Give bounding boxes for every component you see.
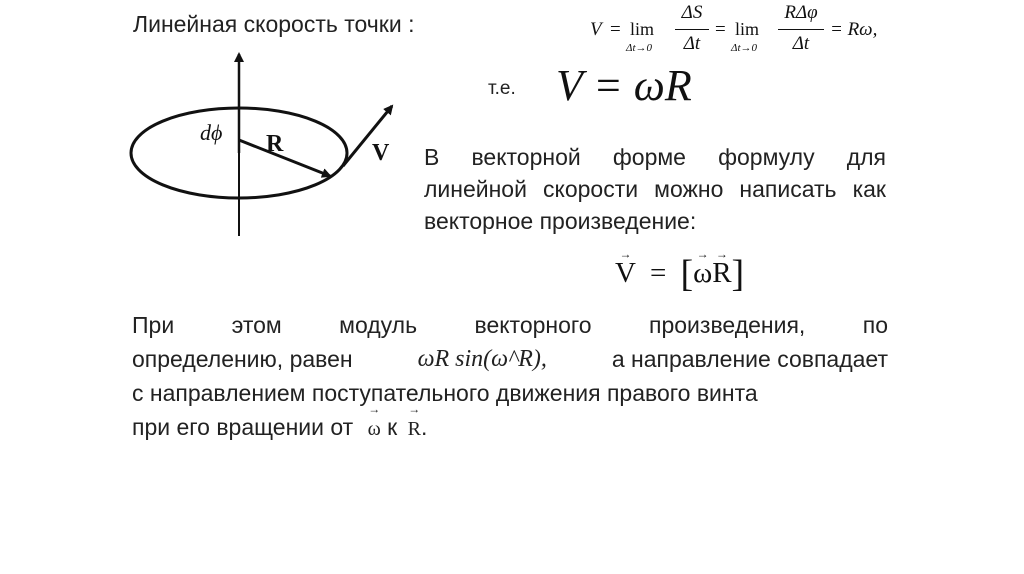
formula-num-1: ΔS: [681, 2, 703, 23]
para-2-line-4: [132, 402, 888, 446]
modulus-paragraph: [132, 308, 888, 446]
velocity-label: V: [372, 140, 390, 166]
formula-v: V: [590, 19, 602, 40]
formula-lim-sub-2: Δt→0: [731, 42, 758, 54]
formula-den-1: Δt: [683, 33, 701, 54]
formula-eq: =: [610, 19, 621, 40]
line-3-text: с направлением поступательного движения правого винта: [132, 380, 758, 406]
formula-bar-2: [778, 29, 824, 30]
formula-lim-1: lim: [630, 19, 655, 39]
line-2-text-end: а направление совпадает: [611, 346, 888, 372]
radius-vector: [239, 140, 330, 176]
line-4-period: .: [420, 414, 428, 440]
cross-product-formula: [615, 247, 745, 296]
word: векторного: [474, 312, 592, 338]
vector-arrow-icon: →: [619, 247, 632, 261]
vector-form-paragraph: В векторной форме формулу для линейной скорости можно написать как векторное произведение:: [424, 144, 886, 234]
limit-formula: [590, 2, 890, 60]
right-bracket-icon: ]: [731, 253, 745, 295]
para-2-line-1: [132, 308, 888, 342]
formula-lim-2: lim: [735, 19, 760, 39]
para-2-line-3: [132, 376, 888, 410]
line-2-text: определению, равен: [132, 346, 353, 372]
word: по: [862, 312, 888, 338]
formula-den-2: Δt: [792, 33, 810, 54]
formula-lim-sub-1: Δt→0: [626, 42, 653, 54]
word: модуль: [339, 312, 418, 338]
vector-arrow-icon: →: [715, 247, 728, 261]
angle-label: dϕ: [200, 120, 223, 145]
line-4-to: к: [387, 414, 398, 440]
word: произведения,: [649, 312, 806, 338]
that-is-label: т.е.: [488, 78, 516, 99]
vector-omega-inline: → ω: [367, 402, 381, 440]
formula-num-2: RΔφ: [784, 2, 818, 23]
vector-omega: → ω: [693, 247, 713, 289]
formula-tail: = Rω,: [830, 19, 878, 40]
line-4-text: при его вращении от: [132, 414, 354, 440]
vector-r-inline: → R: [407, 402, 421, 440]
formula-eq-2: =: [715, 19, 726, 40]
vector-arrow-icon: →: [368, 402, 381, 416]
modulus-expression: ωR sin(ω^R),: [417, 346, 547, 372]
vector-arrow-icon: →: [696, 247, 709, 261]
velocity-formula: V = ωR: [556, 61, 692, 110]
radius-label: R: [266, 131, 284, 157]
vector-r: → R: [712, 247, 732, 289]
word: При: [132, 312, 175, 338]
para-2-line-2: [132, 342, 888, 376]
slide-heading: Линейная скорость точки :: [133, 11, 415, 37]
rotation-diagram: [118, 48, 418, 243]
formula-bar-1: [675, 29, 709, 30]
vector-arrow-icon: →: [408, 402, 421, 416]
vector-v: → V: [615, 247, 636, 289]
word: этом: [231, 312, 282, 338]
formula-3-eq: =: [650, 257, 667, 289]
left-bracket-icon: [: [680, 253, 694, 295]
